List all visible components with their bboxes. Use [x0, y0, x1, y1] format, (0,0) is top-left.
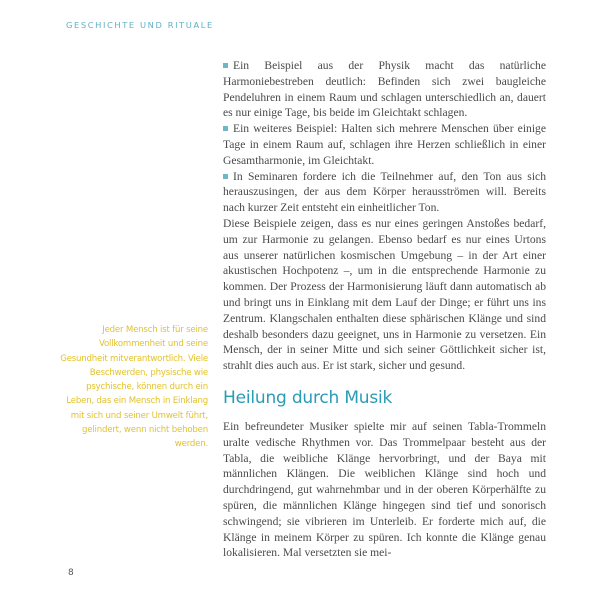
- bullet-item: [223, 121, 546, 168]
- bullet-text: Ein weiteres Beispiel: Halten sich mehrere Menschen über einige Tage in einem Raum auf, schlagen ihre Herzen schließlich in einer Gesamtharmonie, im Gleichtakt.: [223, 122, 546, 167]
- section-heading: Heilung durch Musik: [223, 387, 393, 408]
- square-bullet-icon: [223, 126, 228, 131]
- bullet-item: [223, 169, 546, 216]
- body-paragraph: Ein befreundeter Musiker spielte mir auf seinen Tabla-Trommeln uralte vedische Rhythmen vor. Das Trommelpaar besteht aus der Tabla, die weibliche Klänge hervorbringt, und der Baya mit männlichen Klängen. Die weiblichen Klänge sind hoch und durchdringend, gut wahrnehmbar und in der oberen Körperhälfte zu spüren, die männlichen Klänge hingegen sind tief und sonorisch schwingend; sie vibrieren im Unterleib. Er forderte mich auf, die Klänge in meinem Körper zu spüren. Ich konnte die Klänge genau lokalisieren. Mal versetzten sie mei-: [223, 419, 546, 560]
- body-paragraph: Diese Beispiele zeigen, dass es nur eines geringen Anstoßes bedarf, um zur Harmonie zu gelangen. Ebenso bedarf es nur eines Urtons aus unserer natürlichen kosmischen Umgebung – in der Art einer akustischen Hochpotenz –, um in die entsprechende Harmonie zu kommen. Der Prozess der Harmonisierung läuft dann automatisch ab und bringt uns in Einklang mit dem Lauf der Dinge; er führt uns ins Zentrum. Klangschalen enthalten diese sphärischen Klänge und sind deshalb besonders dazu geeignet, uns in Harmonie zu versetzen. Ein Mensch, der in seiner Mitte und sich seiner Göttlichkeit sicher ist, strahlt dies auch aus. Er ist stark, sicher und gesund.: [223, 216, 546, 373]
- square-bullet-icon: [223, 174, 228, 179]
- bullet-item: [223, 58, 546, 121]
- square-bullet-icon: [223, 63, 228, 68]
- page-number: 8: [68, 568, 74, 578]
- bullet-text: In Seminaren fordere ich die Teilnehmer auf, den Ton aus sich herauszusingen, der aus dem Körper herausströmen will. Bereits nach kurzer Zeit entsteht ein einheitlicher Ton.: [223, 169, 546, 215]
- margin-note: Jeder Mensch ist für seine Vollkommenheit und seine Gesundheit mitverantwortlich. Viele Beschwerden, physische wie psychische, können durch ein Leben, das ein Mensch in Einklang mit sich und seiner Umwelt führt, gelindert, wenn nicht behoben werden.: [60, 325, 208, 450]
- bullet-text: Ein Beispiel aus der Physik macht das natürliche Harmoniebestreben deutlich: Befinden sich zwei baugleiche Pendeluhren in einem Raum und schlagen unterschiedlich an, dauert es nur einige Tage, bis beide im Gleichtakt schlagen.: [223, 59, 546, 120]
- main-column: [223, 58, 546, 561]
- running-head: GESCHICHTE UND RITUALE: [66, 20, 214, 30]
